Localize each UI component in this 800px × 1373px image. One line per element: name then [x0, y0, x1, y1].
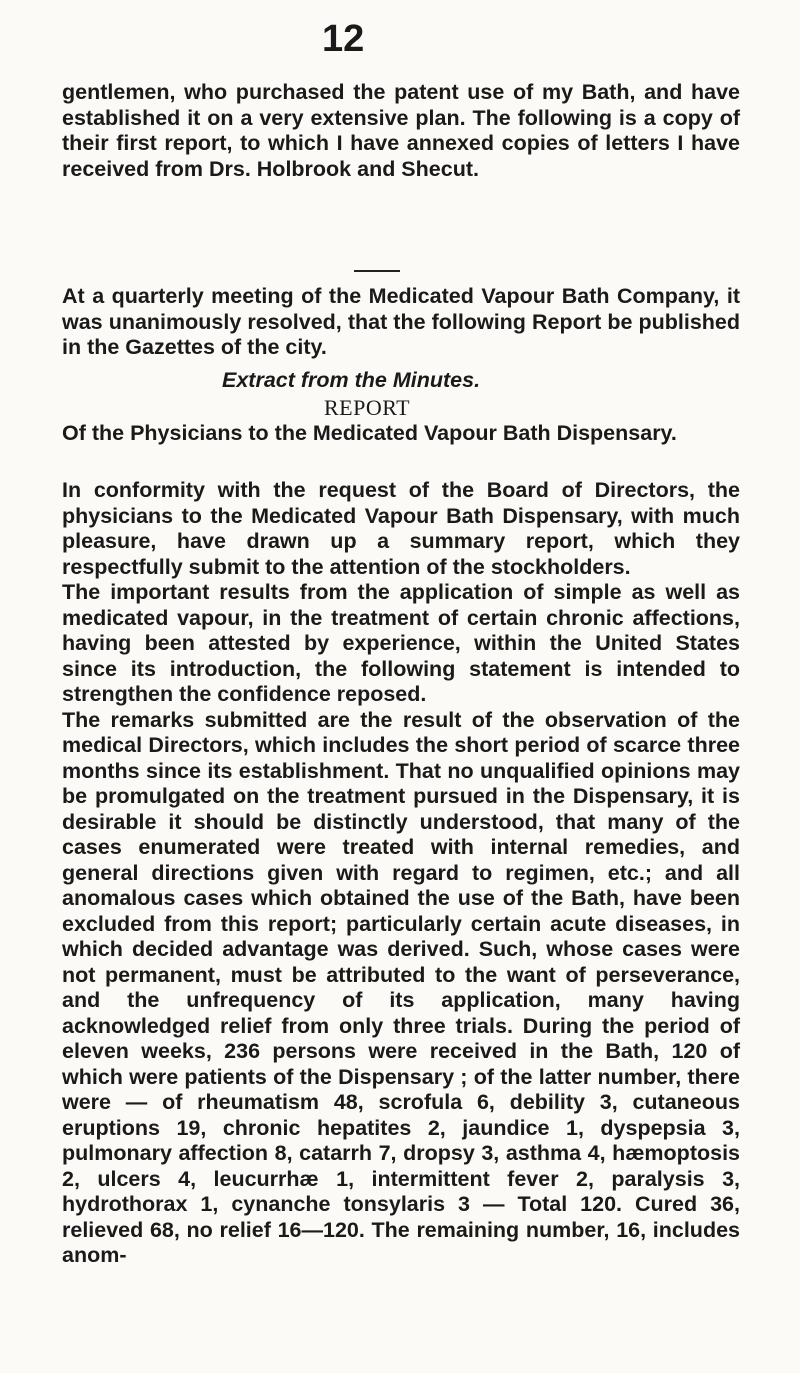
body-paragraph: The remarks submitted are the result of the observation of the medical Directors, which includes the short period of scarce three months since its establishment. That no unqualified opinions may be promulgated on the treatment pursued in the Dispensary, it is desirable it should be distinctly understood, that many of the cases enumerated were treated with internal remedies, and general directions given with regard to regimen, etc.; and all anomalous cases which obtained the use of the Bath, have been excluded from this report; particularly certain acute diseases, in which decided advantage was derived. Such, whose cases were not permanent, must be attributed to the want of perseverance, and the unfrequency of its application, many having acknowledged relief from only three trials. During the period of eleven weeks, 236 persons were received in the Bath, 120 of which were patients of the Dispensary ; of the latter number, there were — of rheumatism 48, scrofula 6, debility 3, cutaneous eruptions 19, chronic hepatites 2, jaundice 1, dyspepsia 3, pulmonary affection 8, catarrh 7, dropsy 3, asthma 4, hæmoptosis 2, ulcers 4, leucurrhæ 1, intermittent fever 2, paralysis 3, hydrothorax 1, cynanche tonsylaris 3 — Total 120. Cured 36, relieved 68, no relief 16—120. The remaining number, 16, includes anom-: [62, 707, 740, 1267]
intro-paragraph: gentlemen, who purchased the patent use of my Bath, and have established it on a very extensive plan. The following is a copy of their first report, to which I have annexed copies of letters I have received from Drs. Holbrook and Shecut.: [62, 80, 740, 181]
body-paragraph: In conformity with the request of the Board of Directors, the physicians to the Medicated Vapour Bath Dispensary, with much pleasure, have drawn up a summary report, which they respectfully submit to the attention of the stockholders.: [62, 478, 740, 579]
meeting-paragraph: At a quarterly meeting of the Medicated Vapour Bath Company, it was unanimously resolved, that the following Report be published in the Gazettes of the city.: [62, 284, 740, 359]
extract-heading: Extract from the Minutes.: [222, 368, 481, 392]
page-number: 12: [322, 18, 365, 60]
body-paragraph: The important results from the application of simple as well as medicated vapour, in the treatment of certain chronic affections, having been attested by experience, within the United States since its introduction, the following statement is intended to strengthen the confidence reposed.: [62, 580, 740, 706]
report-body: [62, 478, 740, 1269]
report-subheading: Of the Physicians to the Medicated Vapour Bath Dispensary.: [62, 421, 677, 445]
report-heading: REPORT: [324, 395, 411, 420]
section-divider: [354, 270, 400, 272]
